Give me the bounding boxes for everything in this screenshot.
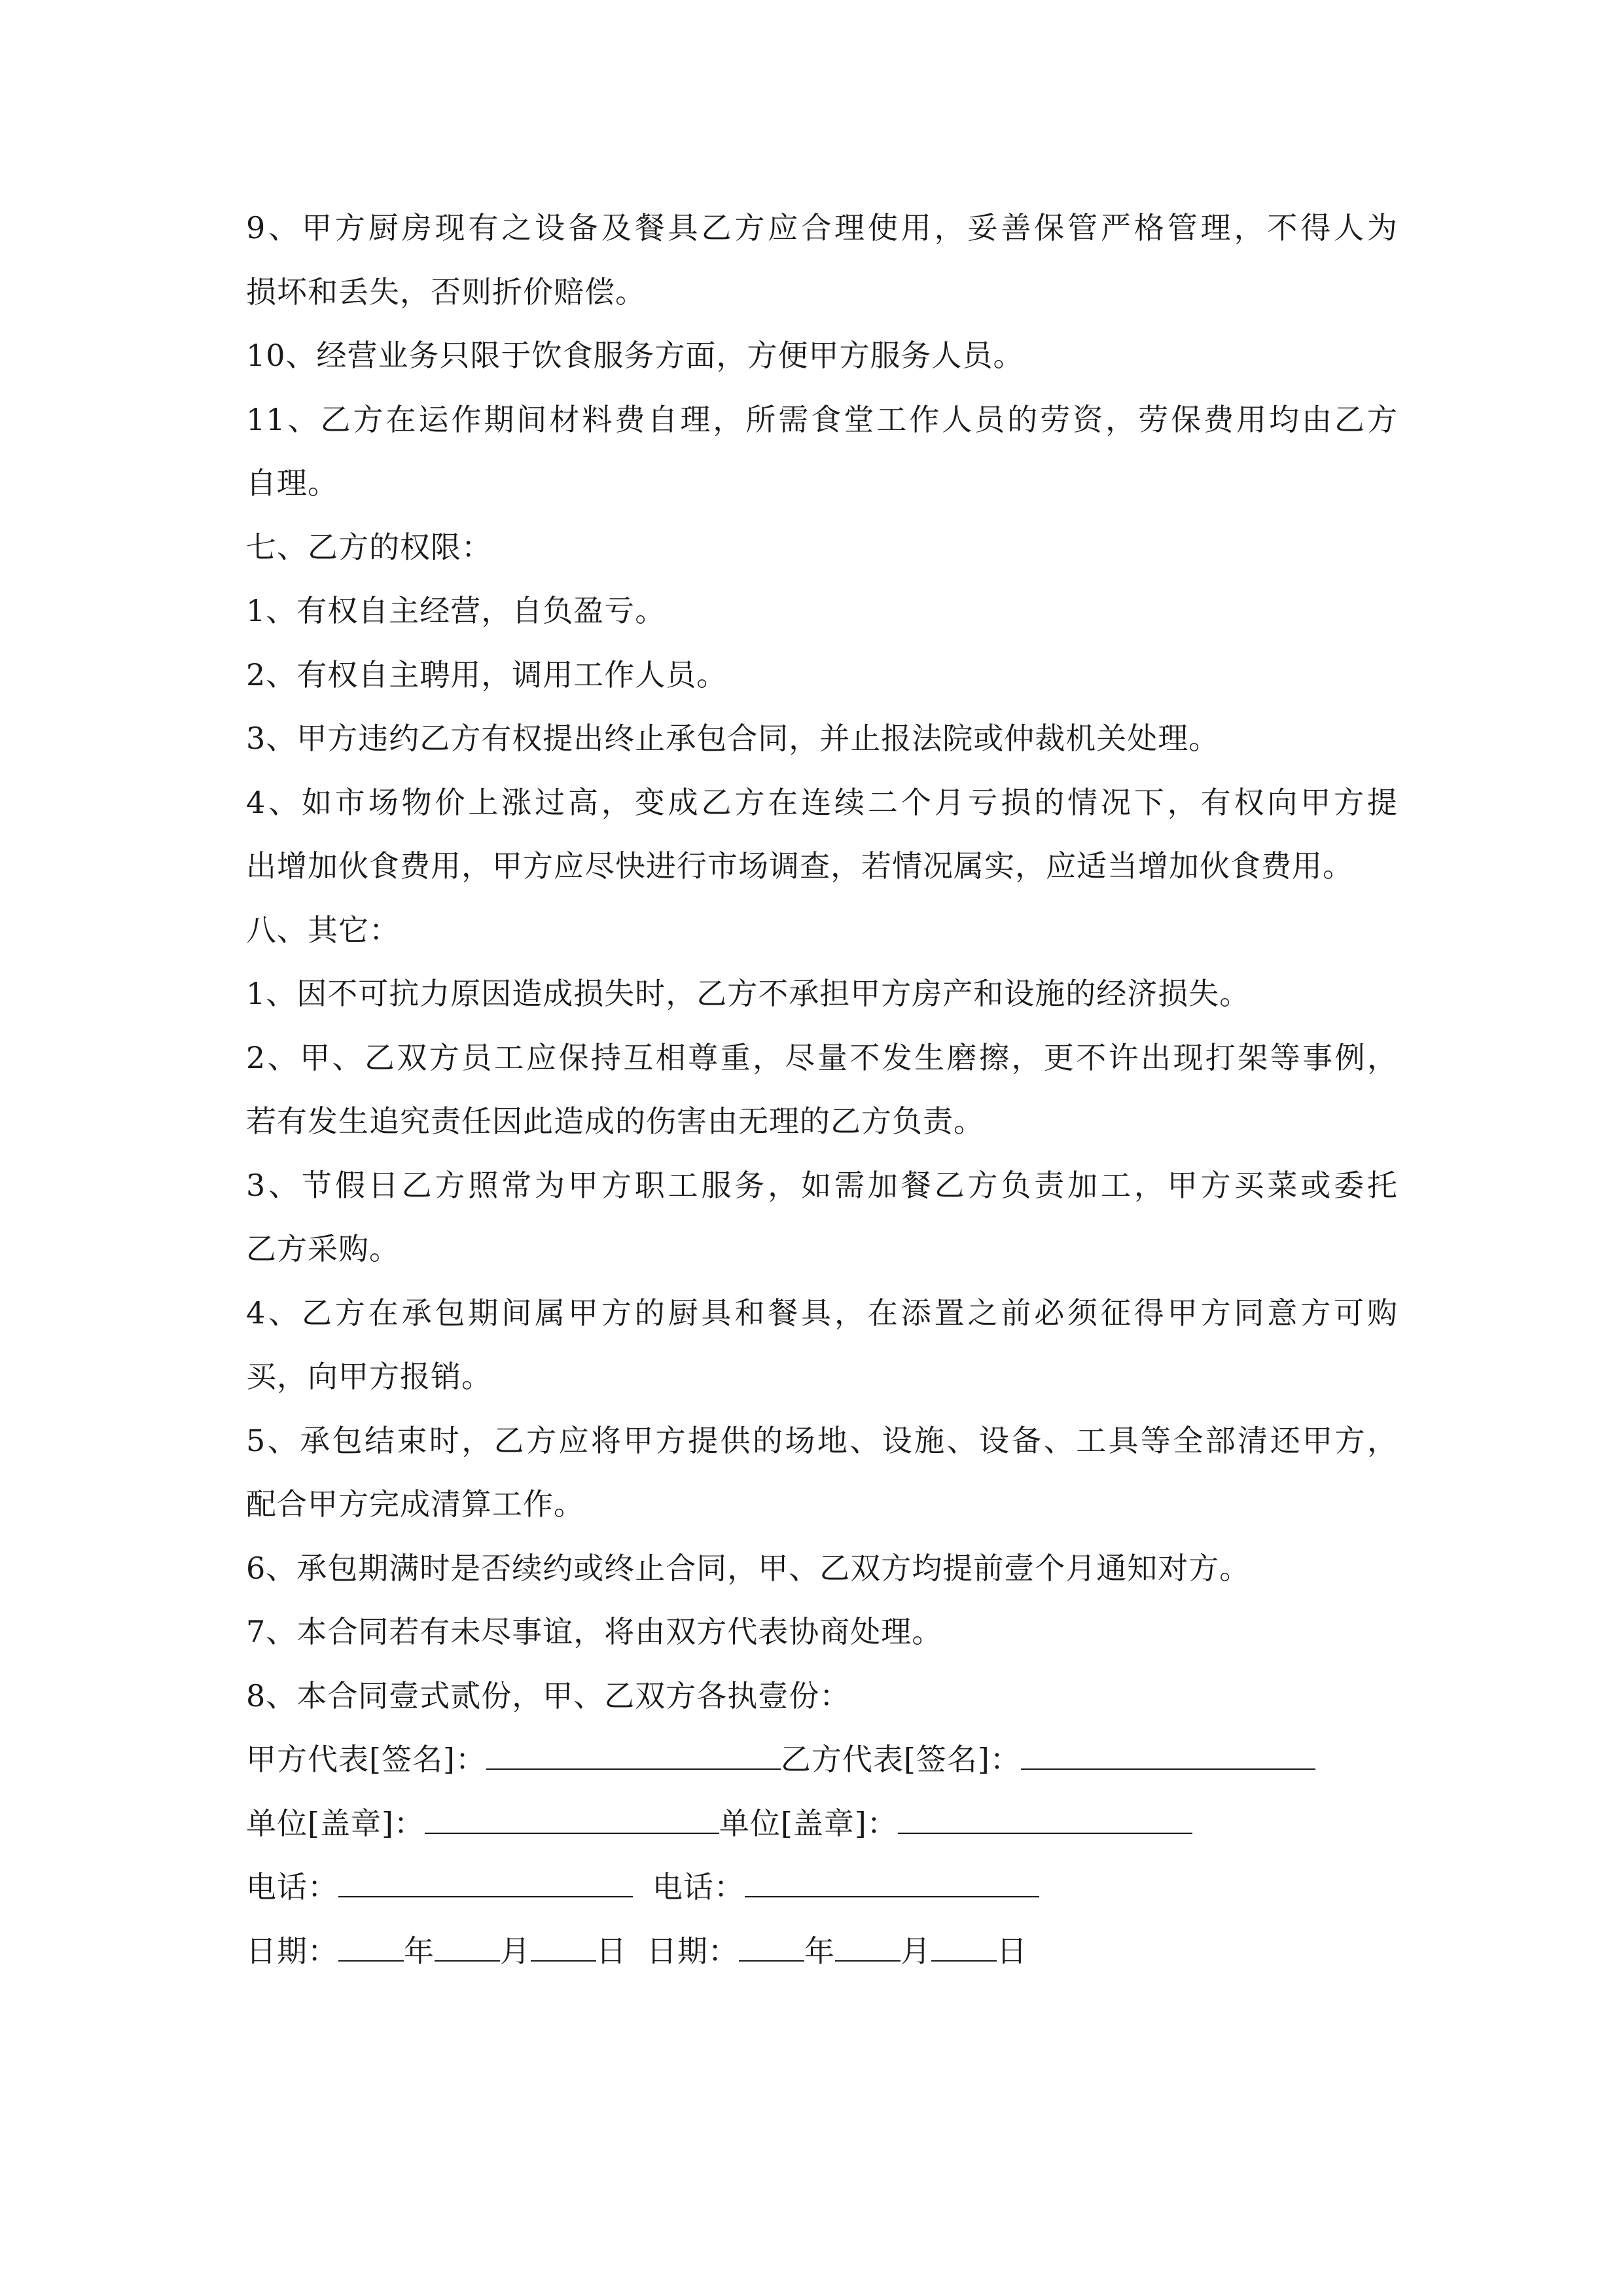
section-8-item-1: 1、因不可抗力原因造成损失时，乙方不承担甲方房产和设施的经济损失。 (246, 976, 1251, 1011)
section-8-item-3-line-2: 乙方采购。 (246, 1231, 400, 1266)
date-a-label: 日期： (246, 1933, 338, 1969)
unit-b-label: 单位[盖章]： (719, 1805, 898, 1841)
party-a-rep-label: 甲方代表[签名]： (246, 1742, 486, 1777)
party-b-rep-signature-field[interactable] (1021, 1728, 1315, 1770)
date-a-day-field[interactable] (531, 1920, 596, 1962)
section-8-item-3-line-1: 3、节假日乙方照常为甲方职工服务，如需加餐乙方负责加工，甲方买菜或委托 (246, 1167, 1398, 1203)
section-8-item-6: 6、承包期满时是否续约或终止合同，甲、乙双方均提前壹个月通知对方。 (246, 1550, 1251, 1586)
section-8-item-4-line-2: 买，向甲方报销。 (246, 1359, 492, 1394)
unit-a-seal-field[interactable] (425, 1792, 719, 1834)
section-7-item-4-line-2: 出增加伙食费用，甲方应尽快进行市场调查，若情况属实，应适当增加伙食费用。 (246, 848, 1353, 884)
section-8-item-8: 8、本合同壹式贰份，甲、乙双方各执壹份： (246, 1677, 851, 1713)
date-a-month-unit: 月 (500, 1933, 531, 1969)
section-7-item-1: 1、有权自主经营，自负盈亏。 (246, 593, 666, 628)
section-7-item-3: 3、甲方违约乙方有权提出终止承包合同，并止报法院或仲裁机关处理。 (246, 721, 1220, 756)
unit-b-seal-field[interactable] (898, 1792, 1192, 1834)
date-b-year-unit: 年 (804, 1933, 835, 1969)
section-8-item-7: 7、本合同若有未尽事谊，将由双方代表协商处理。 (246, 1614, 943, 1649)
signature-row-dates (246, 1920, 1398, 1984)
section-8-item-5-line-1: 5、承包结束时，乙方应将甲方提供的场地、设施、设备、工具等全部清还甲方， (246, 1422, 1398, 1458)
signature-row-representatives (246, 1728, 1398, 1792)
section-8-item-2-line-2: 若有发生追究责任因此造成的伤害由无理的乙方负责。 (246, 1103, 984, 1139)
clause-9-line-2: 损坏和丢失，否则折价赔偿。 (246, 274, 646, 310)
section-7-heading: 七、乙方的权限： (246, 529, 492, 565)
document-page (246, 196, 1398, 1983)
date-a-day-unit: 日 (596, 1933, 627, 1969)
phone-b-field[interactable] (745, 1856, 1039, 1897)
clause-9-line-1: 9、甲方厨房现有之设备及餐具乙方应合理使用，妥善保管严格管理，不得人为 (246, 210, 1398, 245)
date-b-month-field[interactable] (835, 1920, 901, 1962)
date-b-day-field[interactable] (931, 1920, 997, 1962)
date-b-day-unit: 日 (997, 1933, 1027, 1969)
signature-row-units (246, 1792, 1398, 1856)
clause-11-line-1: 11、乙方在运作期间材料费自理，所需食堂工作人员的劳资，劳保费用均由乙方 (246, 401, 1398, 437)
section-7-item-4-line-1: 4、如市场物价上涨过高，变成乙方在连续二个月亏损的情况下，有权向甲方提 (246, 784, 1398, 820)
signature-row-phones (246, 1856, 1398, 1920)
phone-b-label: 电话： (652, 1869, 745, 1905)
section-7-item-2: 2、有权自主聘用，调用工作人员。 (246, 656, 728, 692)
date-a-month-field[interactable] (435, 1920, 500, 1962)
unit-a-label: 单位[盖章]： (246, 1805, 425, 1841)
date-b-month-unit: 月 (901, 1933, 931, 1969)
date-a-year-unit: 年 (404, 1933, 435, 1969)
date-b-label: 日期： (647, 1933, 739, 1969)
date-b-year-field[interactable] (739, 1920, 804, 1962)
section-8-item-2-line-1: 2、甲、乙双方员工应保持互相尊重，尽量不发生磨擦，更不许出现打架等事例， (246, 1039, 1398, 1075)
party-a-rep-signature-field[interactable] (486, 1728, 781, 1770)
clause-11-line-2: 自理。 (246, 465, 338, 501)
section-8-heading: 八、其它： (246, 912, 400, 948)
section-8-item-4-line-1: 4、乙方在承包期间属甲方的厨具和餐具，在添置之前必须征得甲方同意方可购 (246, 1295, 1398, 1331)
clause-10: 10、经营业务只限于饮食服务方面，方便甲方服务人员。 (246, 338, 1024, 373)
party-b-rep-label: 乙方代表[签名]： (780, 1742, 1021, 1777)
phone-a-field[interactable] (338, 1856, 633, 1897)
section-8-item-5-line-2: 配合甲方完成清算工作。 (246, 1486, 584, 1522)
date-a-year-field[interactable] (338, 1920, 404, 1962)
phone-a-label: 电话： (246, 1869, 338, 1905)
